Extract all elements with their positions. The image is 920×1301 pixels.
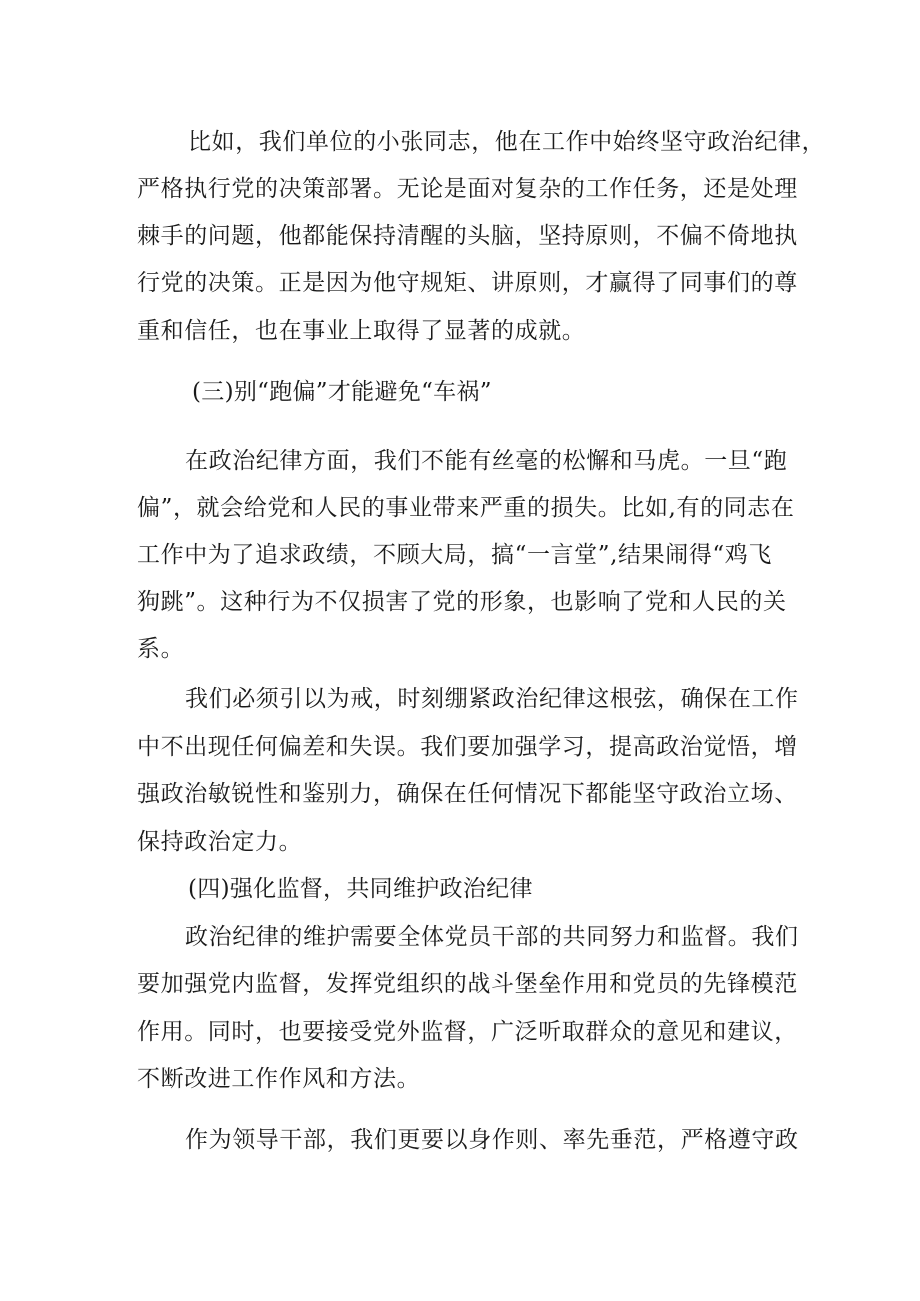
paragraph-2-line-2: 偏”，就会给党和人民的事业带来严重的损失。比如,有的同志在 xyxy=(137,495,795,521)
section-heading-3: (三)别“跑偏”才能避免“车祸” xyxy=(192,379,492,405)
paragraph-3-line-4: 保持政治定力。 xyxy=(137,829,303,855)
section-heading-4: (四)强化监督，共同维护政治纪律 xyxy=(188,876,533,902)
paragraph-4-line-4: 不断改进工作作风和方法。 xyxy=(137,1066,421,1092)
paragraph-4-line-2: 要加强党内监督，发挥党组织的战斗堡垒作用和党员的先锋模范 xyxy=(137,971,798,997)
paragraph-2-line-3: 工作中为了追求政绩，不顾大局，搞“一言堂”,结果闹得“鸡飞 xyxy=(137,542,772,568)
paragraph-4-line-1: 政治纪律的维护需要全体党员干部的共同努力和监督。我们 xyxy=(185,924,799,950)
paragraph-1-line-1: 比如，我们单位的小张同志，他在工作中始终坚守政治纪律， xyxy=(188,129,826,155)
paragraph-1-line-4: 行党的决策。正是因为他守规矩、讲原则，才赢得了同事们的尊 xyxy=(137,270,798,296)
paragraph-5-line-1: 作为领导干部，我们更要以身作则、率先垂范，严格遵守政 xyxy=(185,1127,799,1153)
paragraph-3-line-2: 中不出现任何偏差和失误。我们要加强学习，提高政治觉悟，增 xyxy=(137,734,798,760)
paragraph-1-line-5: 重和信任，也在事业上取得了显著的成就。 xyxy=(137,318,586,344)
paragraph-2-line-1: 在政治纪律方面，我们不能有丝毫的松懈和马虎。一旦“跑 xyxy=(185,448,788,474)
paragraph-2-line-5: 系。 xyxy=(137,636,185,662)
paragraph-1-line-3: 棘手的问题，他都能保持清醒的头脑，坚持原则，不偏不倚地执 xyxy=(137,223,798,249)
paragraph-4-line-3: 作用。同时，也要接受党外监督，广泛听取群众的意见和建议， xyxy=(137,1019,798,1045)
paragraph-3-line-1: 我们必须引以为戒，时刻绷紧政治纪律这根弦，确保在工作 xyxy=(185,686,799,712)
paragraph-2-line-4: 狗跳”。这种行为不仅损害了党的形象，也影响了党和人民的关 xyxy=(137,589,787,615)
paragraph-1-line-2: 严格执行党的决策部署。无论是面对复杂的工作任务，还是处理 xyxy=(137,176,798,202)
paragraph-3-line-3: 强政治敏锐性和鉴别力，确保在任何情况下都能坚守政治立场、 xyxy=(137,781,798,807)
